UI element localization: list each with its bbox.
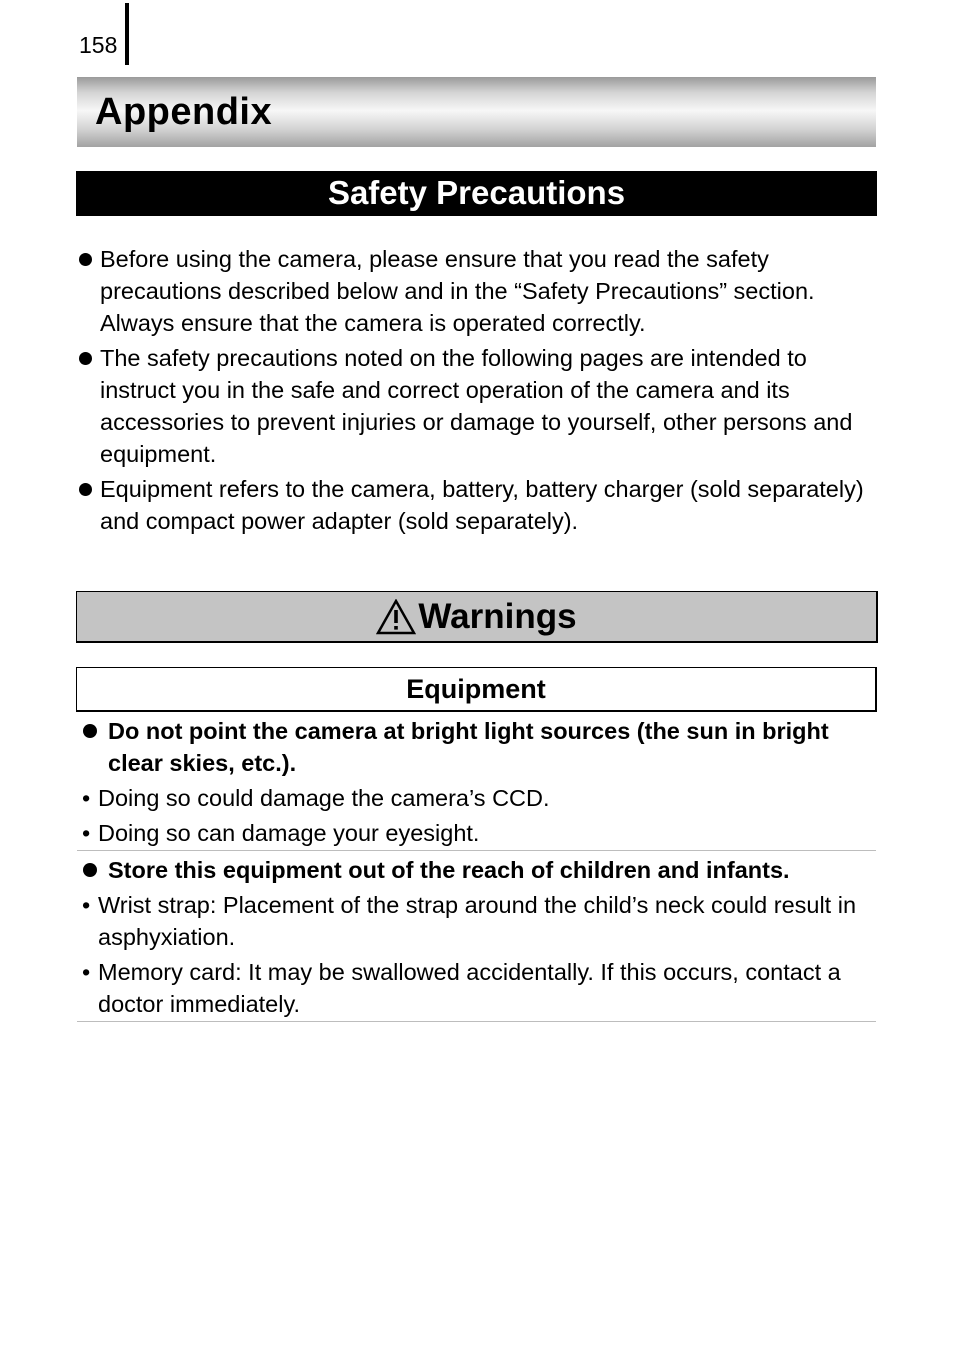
bullet-icon: [79, 253, 92, 266]
appendix-banner: [77, 77, 876, 147]
bullet-icon: [79, 352, 92, 365]
warning-heading: [77, 854, 876, 886]
warning-detail: [77, 817, 876, 849]
warning-details: [77, 782, 876, 849]
small-bullet-icon: •: [82, 785, 91, 811]
bullet-icon: [83, 863, 97, 877]
warning-details: [77, 889, 876, 1020]
intro-item: [77, 473, 877, 537]
warnings-header: [76, 591, 878, 643]
warning-detail-text: Wrist strap: Placement of the strap around the child’s neck could result in asphyxiation.: [98, 892, 857, 950]
intro-list: [77, 243, 877, 540]
small-bullet-icon: •: [82, 959, 91, 985]
warning-heading: [77, 715, 876, 779]
page-number: 158: [79, 32, 118, 58]
bullet-icon: [79, 483, 92, 496]
warning-detail-text: Doing so can damage your eyesight.: [98, 820, 480, 846]
warning-heading-text: Store this equipment out of the reach of children and infants.: [108, 857, 790, 883]
intro-item-text: The safety precautions noted on the following pages are intended to instruct you in the safe and correct operation of the camera and its accessories to prevent injuries or damage to yourself, other persons and equipment.: [100, 345, 853, 467]
warning-detail: [77, 782, 876, 814]
warning-block: [77, 715, 876, 851]
warning-triangle-icon: [376, 599, 416, 635]
equipment-subheading: Equipment: [76, 667, 877, 712]
section-title: Safety Precautions: [76, 171, 877, 216]
intro-item-text: Before using the camera, please ensure that you read the safety precautions described below and in the “Safety Precautions” section. Always ensure that the camera is operated correctly.: [100, 246, 815, 336]
small-bullet-icon: •: [82, 892, 91, 918]
appendix-title: Appendix: [95, 91, 273, 133]
warning-detail: [77, 889, 876, 953]
intro-item: [77, 243, 877, 339]
warning-block: [77, 854, 876, 1022]
bullet-icon: [83, 724, 97, 738]
intro-item: [77, 342, 877, 470]
warning-detail: [77, 956, 876, 1020]
warning-detail-text: Memory card: It may be swallowed accidentally. If this occurs, contact a doctor immediately.: [98, 959, 841, 1017]
intro-item-text: Equipment refers to the camera, battery, battery charger (sold separately) and compact power adapter (sold separately).: [100, 476, 864, 534]
page-number-rule: [125, 3, 129, 65]
warning-detail-text: Doing so could damage the camera’s CCD.: [98, 785, 550, 811]
warning-heading-text: Do not point the camera at bright light sources (the sun in bright clear skies, etc.).: [108, 718, 829, 776]
warnings-title: Warnings: [418, 596, 577, 636]
small-bullet-icon: •: [82, 820, 91, 846]
